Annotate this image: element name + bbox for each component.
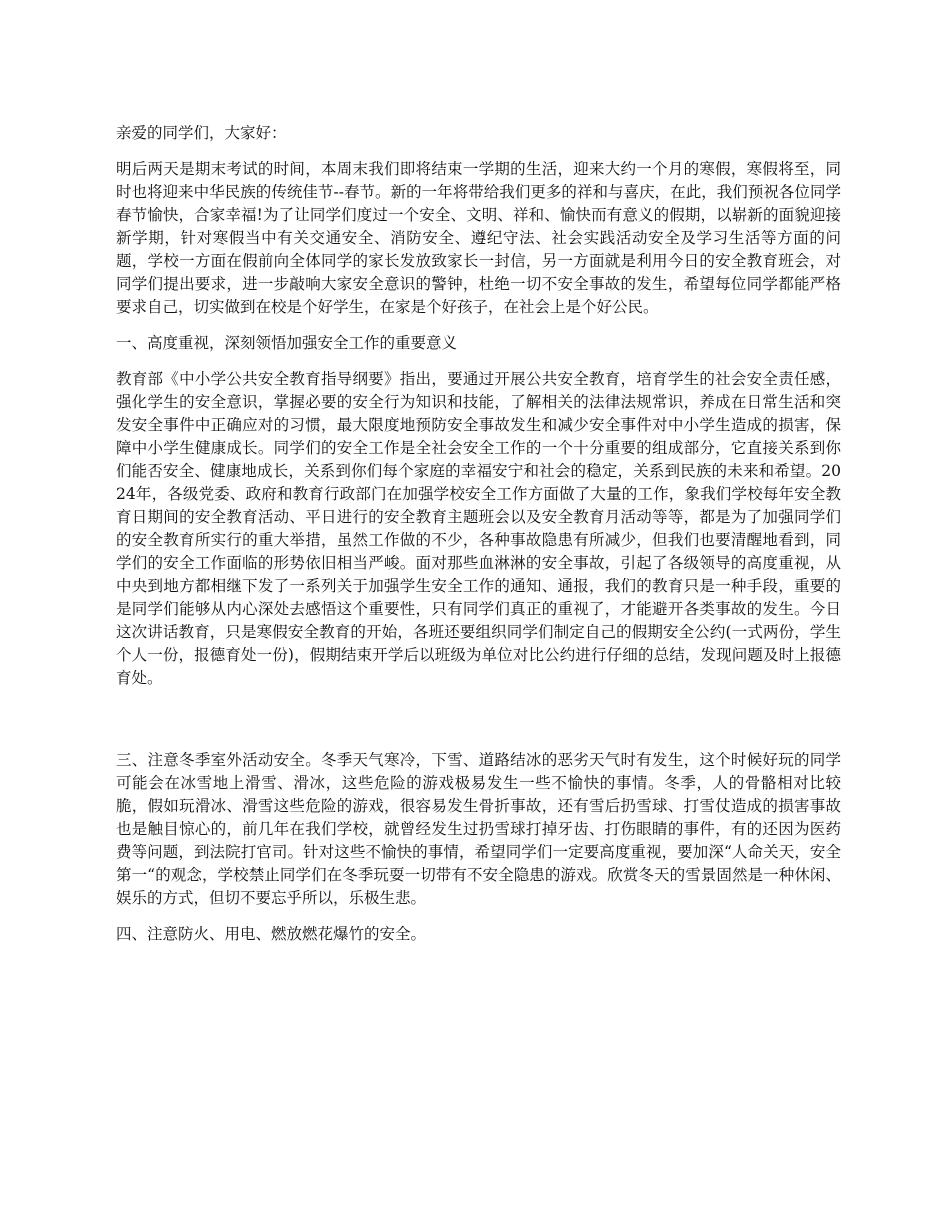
section4-heading: 四、注意防火、用电、燃放燃花爆竹的安全。 — [116, 925, 427, 943]
document-page — [116, 122, 841, 959]
intro-paragraph: 明后两天是期末考试的时间，本周末我们即将结束一学期的生活，迎来大约一个月的寒假，寒假将至，同时也将迎来中华民族的传统佳节--春节。新的一年将带给我们更多的祥和与喜庆，在此，我们预祝各位同学春节愉快，合家幸福!为了让同学们度过一个安全、文明、祥和、愉快而有意义的假期，以崭新的面貌迎接新学期，针对寒假当中有关交通安全、消防安全、遵纪守法、社会实践活动安全及学习生活等方面的问题，学校一方面在假前向全体同学的家长发放致家长一封信，另一方面就是利用今日的安全教育班会，对同学们提出要求，进一步敲响大家安全意识的警钟，杜绝一切不安全事故的发生，希望每位同学都能严格要求自己，切实做到在校是个好学生，在家是个好孩子，在社会上是个好公民。 — [116, 160, 841, 316]
section1-paragraph: 教育部《中小学公共安全教育指导纲要》指出，要通过开展公共安全教育，培育学生的社会安全责任感，强化学生的安全意识，掌握必要的安全行为知识和技能，了解相关的法律法规常识，养成在日常生活和突发安全事件中正确应对的习惯，最大限度地预防安全事故发生和减少安全事件对中小学生造成的损害，保障中小学生健康成长。同学们的安全工作是全社会安全工作的一个十分重要的组成部分，它直接关系到你们能否安全、健康地成长，关系到你们每个家庭的幸福安宁和社会的稳定，关系到民族的未来和希望。2024年，各级党委、政府和教育行政部门在加强学校安全工作方面做了大量的工作，象我们学校每年安全教育日期间的安全教育活动、平日进行的安全教育主题班会以及安全教育月活动等等，都是为了加强同学们的安全教育所实行的重大举措，虽然工作做的不少，各种事故隐患有所减少，但我们也要清醒地看到，同学们的安全工作面临的形势依旧相当严峻。面对那些血淋淋的安全事故，引起了各级领导的高度重视，从中央到地方都相继下发了一系列关于加强学生安全工作的通知、通报，我们的教育只是一种手段，重要的是同学们能够从内心深处去感悟这个重要性，只有同学们真正的重视了，才能避开各类事故的发生。今日这次讲话教育，只是寒假安全教育的开始，各班还要组织同学们制定自己的假期安全公约(一式两份，学生个人一份，报德育处一份)，假期结束开学后以班级为单位对比公约进行仔细的总结，发现问题及时上报德育处。 — [116, 370, 841, 687]
greeting: 亲爱的同学们，大家好： — [116, 124, 287, 142]
section1-heading: 一、高度重视，深刻领悟加强安全工作的重要意义 — [116, 334, 458, 352]
section3-paragraph: 三、注意冬季室外活动安全。冬季天气寒冷，下雪、道路结冰的恶劣天气时有发生，这个时候好玩的同学可能会在冰雪地上滑雪、滑冰，这些危险的游戏极易发生一些不愉快的事情。冬季，人的骨骼相对比较脆，假如玩滑冰、滑雪这些危险的游戏，很容易发生骨折事故，还有雪后扔雪球、打雪仗造成的损害事故也是触目惊心的，前几年在我们学校，就曾经发生过扔雪球打掉牙齿、打伤眼睛的事件，有的还因为医药费等问题，到法院打官司。针对这些不愉快的事情，希望同学们一定要高度重视，要加深“人命关天，安全第一“的观念，学校禁止同学们在冬季玩耍一切带有不安全隐患的游戏。欣赏冬天的雪景固然是一种休闲、娱乐的方式，但切不要忘乎所以，乐极生悲。 — [116, 751, 841, 907]
